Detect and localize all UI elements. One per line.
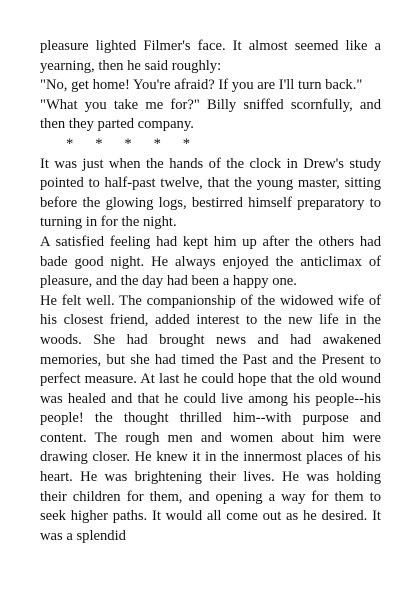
section-break-asterisks: * * * * * [66, 135, 191, 152]
paragraph-billy-sniffed: "What you take me for?" Billy sniffed scornfully, and then they parted company. [40, 96, 381, 133]
paragraph-felt-well: He felt well. The companionship of the widowed wife of his closest friend, added interest to the new life in the woods. She had brought news and had awakened memories, but she had timed the Past and the Present to perfect measure. At last he could hope that the old wound was healed and that he could live among his people--his people! the thought thrilled him--with purpose and content. The rough men and women about him were drawing closer. He knew it in the innermost places of his heart. He was brightening their lives. He was holding their children for them, and opening a way for them to seek higher paths. It would all come out as he desired. It was a splendid [40, 292, 381, 544]
paragraph-filmer-yearning: pleasure lighted Filmer's face. It almost seemed like a yearning, then he said roughly: [40, 38, 381, 74]
book-page [40, 37, 381, 546]
paragraph-get-home: "No, get home! You're afraid? If you are I'll turn back." [40, 77, 363, 94]
paragraph-half-past-twelve: It was just when the hands of the clock in Drew's study pointed to half-past twelve, that the young master, sitting before the glowing logs, bestirred himself preparatory to turning in for the night. [40, 155, 381, 231]
paragraph-satisfied-feeling: A satisfied feeling had kept him up after the others had bade good night. He always enjoyed the anticlimax of pleasure, and the day had been a happy one. [40, 233, 381, 290]
